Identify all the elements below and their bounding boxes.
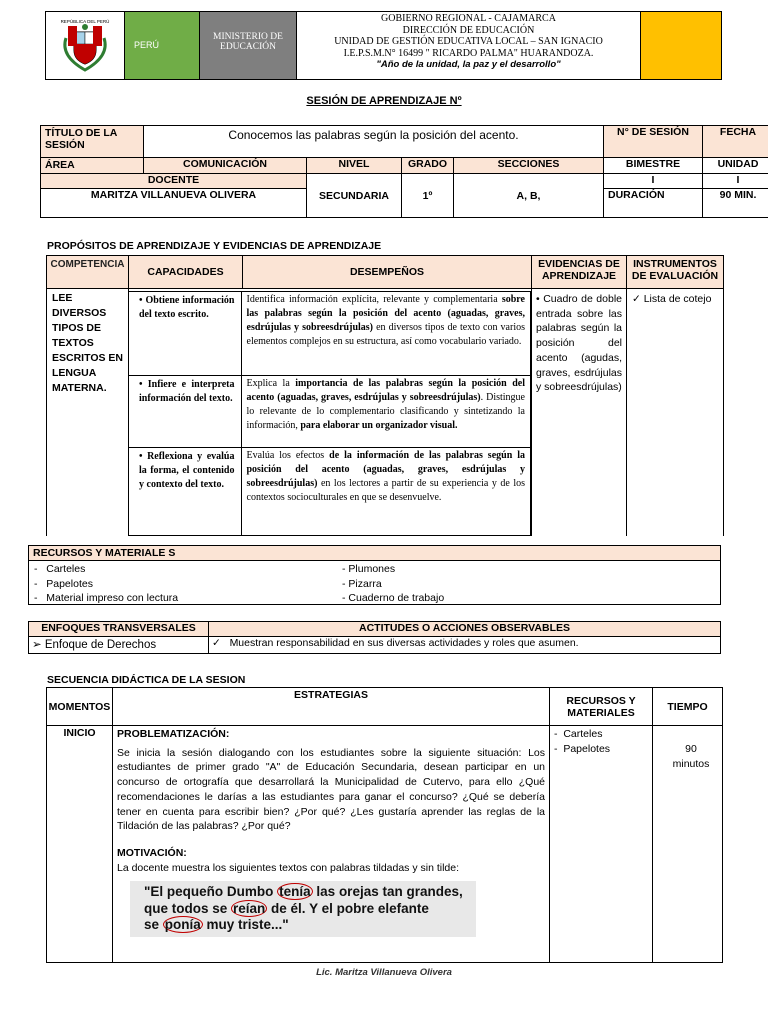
capacidad-text: Reflexiona y evalúa la forma, el contenido y contexto del texto. [139, 451, 235, 490]
desempeno-text-bold: importancia de las palabras según la posición del acento (aguadas, graves, esdrújulas y sobreesdrújulas) [246, 378, 525, 403]
resource-item: - Pizarra [342, 577, 382, 590]
bimestre-label: BIMESTRE [604, 158, 703, 174]
resource-item: - Papelotes [34, 577, 93, 590]
desempeno-text: Evalúa los efectos [246, 450, 330, 461]
capacidad-1: • Obtiene información del texto escrito. [129, 292, 241, 376]
motivacion-title: MOTIVACIÓN: [117, 846, 187, 859]
year-motto: "Año de la unidad, la paz y el desarrollo" [376, 59, 561, 70]
school-logo-box [641, 12, 721, 79]
desempeno-text-bold: para elaborar un organizador visual. [300, 420, 458, 431]
resource-item: - Plumones [342, 563, 396, 575]
evidencia-text: Cuadro de doble entrada sobre las palabras según la posición del acento (agudas, graves, esdrújulas y sobreesdrújulas) [536, 293, 622, 394]
grado-label: GRADO [402, 158, 454, 174]
highlighted-word: ponía [164, 917, 201, 933]
nivel-value: SECUNDARIA [307, 174, 402, 218]
highlighted-word: tenía [279, 884, 311, 900]
sequence-table [46, 687, 723, 963]
sequence-heading: SECUENCIA DIDÁCTICA DE LA SESION [47, 674, 246, 686]
capacidad-text: Obtiene información del texto escrito. [139, 295, 235, 320]
highlighted-word: reían [233, 900, 266, 916]
resources-list [29, 561, 721, 605]
institution-line: GOBIERNO REGIONAL - CAJAMARCA [381, 13, 556, 24]
desempeno-text-bold: sobre las palabras según la posición del acento (aguadas, graves, esdrújulas y sobreesdrújulas) [246, 294, 525, 333]
unidad-label: UNIDAD [703, 158, 768, 174]
motivation-quote-image: "El pequeño Dumbo tenía las orejas tan grandes, que todos se reían de él. Y el pobre elefante se ponía muy triste..." [130, 881, 476, 937]
date-label: FECHA [703, 126, 768, 158]
sequence-resource-item: - Carteles [554, 728, 603, 740]
header-recursos: RECURSOS Y MATERIALES [550, 688, 653, 726]
area-value: COMUNICACIÓN [144, 158, 307, 174]
capacidad-2: • Infiere e interpreta información del texto. [129, 376, 241, 448]
header-competencia: COMPETENCIA [47, 256, 129, 289]
problematizacion-text: Se inicia la sesión dialogando con los estudiantes sobre la siguiente situación: Los estudiantes de primer grado "A" de Educación Secundaria, desean participar en un concurso de ortografía que desarrollará la Municipalidad de Cutervo, para ello ¿Qué recomendaciones le darías a las estudiantes para ganar el concurso? ¿Qué se debería tener en cuenta para escribir bien? ¿Por qué? ¿Les gustaría aprender las reglas de la Tildación de las palabras? ¿Por qué? [117, 746, 545, 833]
header-estrategias: ESTRATEGIAS [113, 688, 550, 726]
approach-text: Enfoque de Derechos [44, 639, 157, 651]
institution-header [45, 11, 722, 80]
desempeno-text: Explica la [246, 378, 296, 389]
capacidades-desempenos-cell [129, 289, 532, 537]
sequence-time-cell: 90 minutos [653, 726, 723, 963]
title-value: Conocemos las palabras según la posición del acento. [144, 126, 604, 158]
action-cell: ✓ Muestran responsabilidad en sus diversas actividades y roles que asumen. [209, 637, 721, 654]
area-label: ÁREA [41, 158, 144, 174]
title-label: TÍTULO DE LA SESIÓN [41, 126, 144, 158]
desempeno-1 [241, 292, 531, 376]
institution-line: UNIDAD DE GESTIÓN EDUCATIVA LOCAL – SAN IGNACIO [334, 36, 603, 47]
svg-text:REPÚBLICA DEL PERÚ: REPÚBLICA DEL PERÚ [60, 19, 110, 24]
inner-capacity-table [129, 291, 531, 536]
session-info-table [40, 125, 768, 218]
nivel-label: NIVEL [307, 158, 402, 174]
resource-item: - Carteles [34, 563, 86, 575]
desempeno-text: . Distingue lo relevante de lo complementario clasificando y sintetizando la información, [246, 392, 525, 431]
resources-table [28, 545, 721, 605]
unidad-value: I [703, 174, 768, 189]
purposes-table [46, 255, 724, 536]
capacidad-text: Infiere e interpreta información del texto. [139, 379, 235, 404]
institution-line: DIRECCIÓN DE EDUCACIÓN [402, 24, 535, 36]
approaches-header: ENFOQUES TRANSVERSALES [29, 622, 209, 637]
motivacion-text: La docente muestra los siguientes textos con palabras tildadas y sin tilde: [117, 861, 460, 874]
header-capacidades: CAPACIDADES [129, 256, 243, 289]
country-label: PERÚ [125, 12, 200, 79]
duracion-label: DURACIÓN [604, 189, 703, 218]
action-text: Muestran responsabilidad en sus diversas actividades y roles que asumen. [229, 637, 579, 649]
docente-value: MARITZA VILLANUEVA OLIVERA [41, 189, 307, 218]
actions-header: ACTITUDES O ACCIONES OBSERVABLES [209, 622, 721, 637]
desempeno-text: en los lectores a partir de su experiencia y de los contextos socioculturales en que se desenvuelve. [246, 478, 525, 503]
evidencia-cell: • Cuadro de doble entrada sobre las palabras según la posición del acento (agudas, graves, esdrújulas y sobreesdrújulas) [532, 289, 627, 537]
desempeno-2 [241, 376, 531, 448]
capacidad-3: • Reflexiona y evalúa la forma, el contenido y contexto del texto. [129, 448, 241, 536]
secciones-label: SECCIONES [454, 158, 604, 174]
header-instrumentos: INSTRUMENTOS DE EVALUACIÓN [627, 256, 724, 289]
resources-heading: RECURSOS Y MATERIALE S [29, 546, 721, 561]
sequence-resource-item: - Papelotes [554, 742, 611, 755]
duracion-value: 90 MIN. [703, 189, 768, 218]
footer-signature: Lic. Maritza Villanueva Olivera [316, 967, 452, 978]
header-momentos: MOMENTOS [47, 688, 113, 726]
institution-line: I.E.P.S.M.N° 16499 " RICARDO PALMA" HUARANDOZA. [343, 47, 594, 59]
instrumento-cell: ✓ Lista de cotejo [627, 289, 724, 537]
approach-cell: ➢ Enfoque de Derechos [29, 637, 209, 654]
sequence-resources-cell [550, 726, 653, 963]
problematizacion-title: PROBLEMATIZACIÓN: [117, 728, 230, 740]
institution-lines [297, 12, 641, 79]
session-number-label: N° DE SESIÓN [604, 126, 703, 158]
desempeno-3 [241, 448, 531, 536]
purposes-heading: PROPÓSITOS DE APRENDIZAJE Y EVIDENCIAS DE APRENDIZAJE [47, 240, 382, 252]
desempeno-text-bold: de la información de las palabras según la posición del acento (aguadas, graves, esdrújulas y sobreesdrújulas) [246, 450, 525, 489]
momento-inicio: INICIO [47, 726, 113, 963]
strategies-cell [113, 726, 550, 963]
peru-coat-of-arms [46, 12, 125, 79]
session-title: SESIÓN DE APRENDIZAJE Nº [306, 95, 462, 107]
ministry-label: MINISTERIO DE EDUCACIÓN [200, 12, 297, 79]
header-evidencias: EVIDENCIAS DE APRENDIZAJE [532, 256, 627, 289]
header-tiempo: TIEMPO [653, 688, 723, 726]
bimestre-value: I [604, 174, 703, 189]
instrumento-text: Lista de cotejo [643, 293, 712, 305]
resource-item: - Cuaderno de trabajo [342, 592, 445, 604]
header-desempenos: DESEMPEÑOS [243, 256, 532, 289]
grado-value: 1º [402, 174, 454, 218]
desempeno-text: Identifica información explícita, relevante y complementaria [246, 294, 502, 305]
desempeno-text: en diversos tipos de texto con varios elementos complejos en su estructura, así como vocabulario variado. [246, 322, 525, 347]
secciones-value: A, B, [454, 174, 604, 218]
competencia-cell: LEE DIVERSOS TIPOS DE TEXTOS ESCRITOS EN LENGUA MATERNA. [47, 289, 129, 537]
docente-label: DOCENTE [41, 174, 307, 189]
approaches-table [28, 621, 721, 654]
resource-item: - Material impreso con lectura [34, 592, 179, 604]
